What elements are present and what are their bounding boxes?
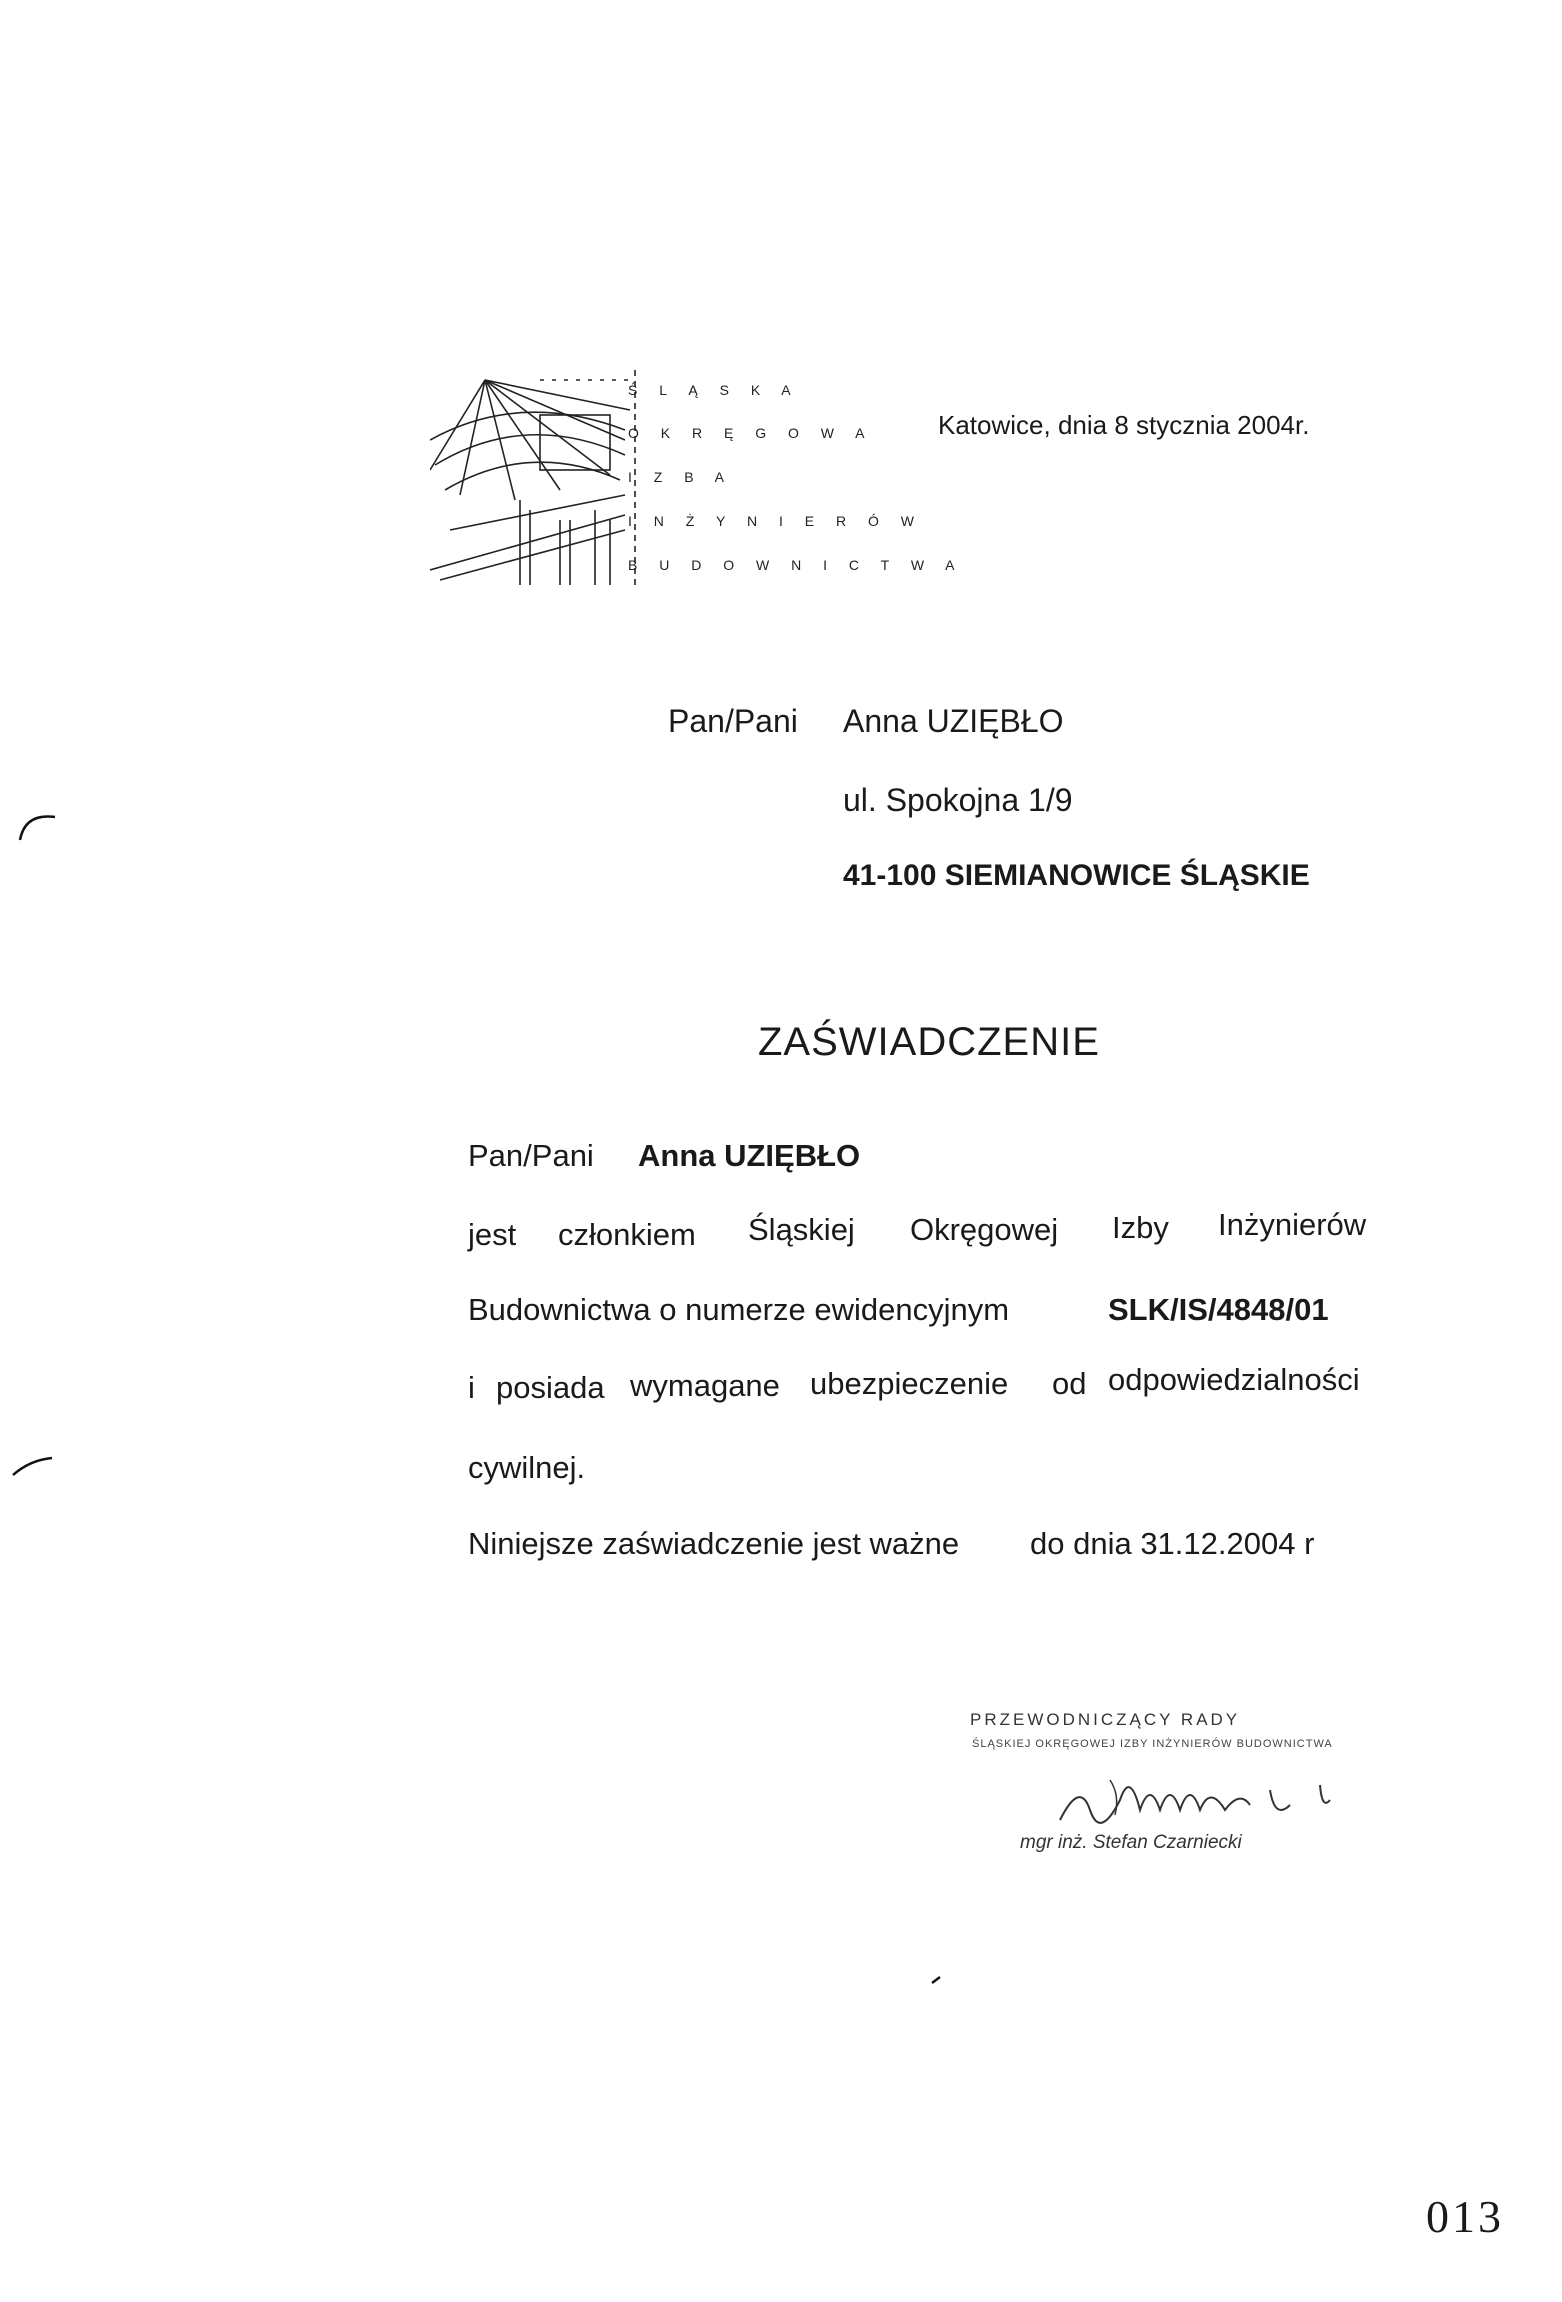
registry-number: SLK/IS/4848/01 [1108,1292,1329,1327]
letter-date: Katowice, dnia 8 stycznia 2004r. [938,410,1310,440]
addressee-name: Anna UZIĘBŁO [843,703,1064,739]
body-line-2: Budownictwa o numerze ewidencyjnym [468,1292,1010,1327]
body-line-1-word-6: Inżynierów [1218,1207,1367,1242]
certificate-salutation: Pan/Pani [468,1138,594,1173]
addressee-street: ul. Spokojna 1/9 [843,782,1073,818]
body-line-1-word-3: Śląskiej [748,1212,855,1247]
logo-text-line-4: I N Ż Y N I E R Ó W [628,513,923,529]
document-title: ZAŚWIADCZENIE [758,1020,1100,1064]
scan-mark-icon [15,805,60,845]
body-line-4: cywilnej. [468,1450,586,1485]
body-line-3-word-3: wymagane [630,1368,780,1403]
certificate-name: Anna UZIĘBŁO [638,1138,861,1173]
body-line-1-word-2: członkiem [558,1217,696,1252]
body-line-3-word-2: posiada [496,1370,605,1405]
logo-text-line-5: B U D O W N I C T W A [628,557,964,573]
signer-name: mgr inż. Stefan Czarniecki [1020,1832,1242,1853]
body-line-3-word-4: ubezpieczenie [810,1366,1009,1401]
addressee-salutation: Pan/Pani [668,703,798,739]
stamp-title: PRZEWODNICZĄCY RADY [970,1710,1241,1729]
handwritten-signature [1050,1760,1380,1840]
logo-text-line-2: O K R Ę G O W A [628,425,874,441]
scan-dot-icon [930,1975,942,1985]
logo-text-line-3: I Z B A [628,469,734,485]
body-line-1-word-1: jest [468,1217,517,1252]
body-line-3-word-5: od [1052,1366,1087,1401]
stamp-organization: ŚLĄSKIEJ OKRĘGOWEJ IZBY INŻYNIERÓW BUDOWNICTWA [972,1738,1333,1750]
bridge-logo-icon [430,370,640,585]
body-line-1-word-4: Okręgowej [910,1212,1059,1247]
body-line-1-word-5: Izby [1112,1210,1169,1245]
body-line-3-word-6: odpowiedzialności [1108,1362,1360,1397]
page-number: 013 [1426,2191,1504,2242]
validity-date: do dnia 31.12.2004 r [1030,1526,1315,1561]
validity-text: Niniejsze zaświadczenie jest ważne [468,1526,960,1561]
scan-mark-icon [10,1450,55,1480]
body-line-3-word-1: i [468,1370,475,1405]
addressee-city: 41-100 SIEMIANOWICE ŚLĄSKIE [843,859,1310,892]
logo-text-line-1: Ś L Ą S K A [628,382,800,398]
